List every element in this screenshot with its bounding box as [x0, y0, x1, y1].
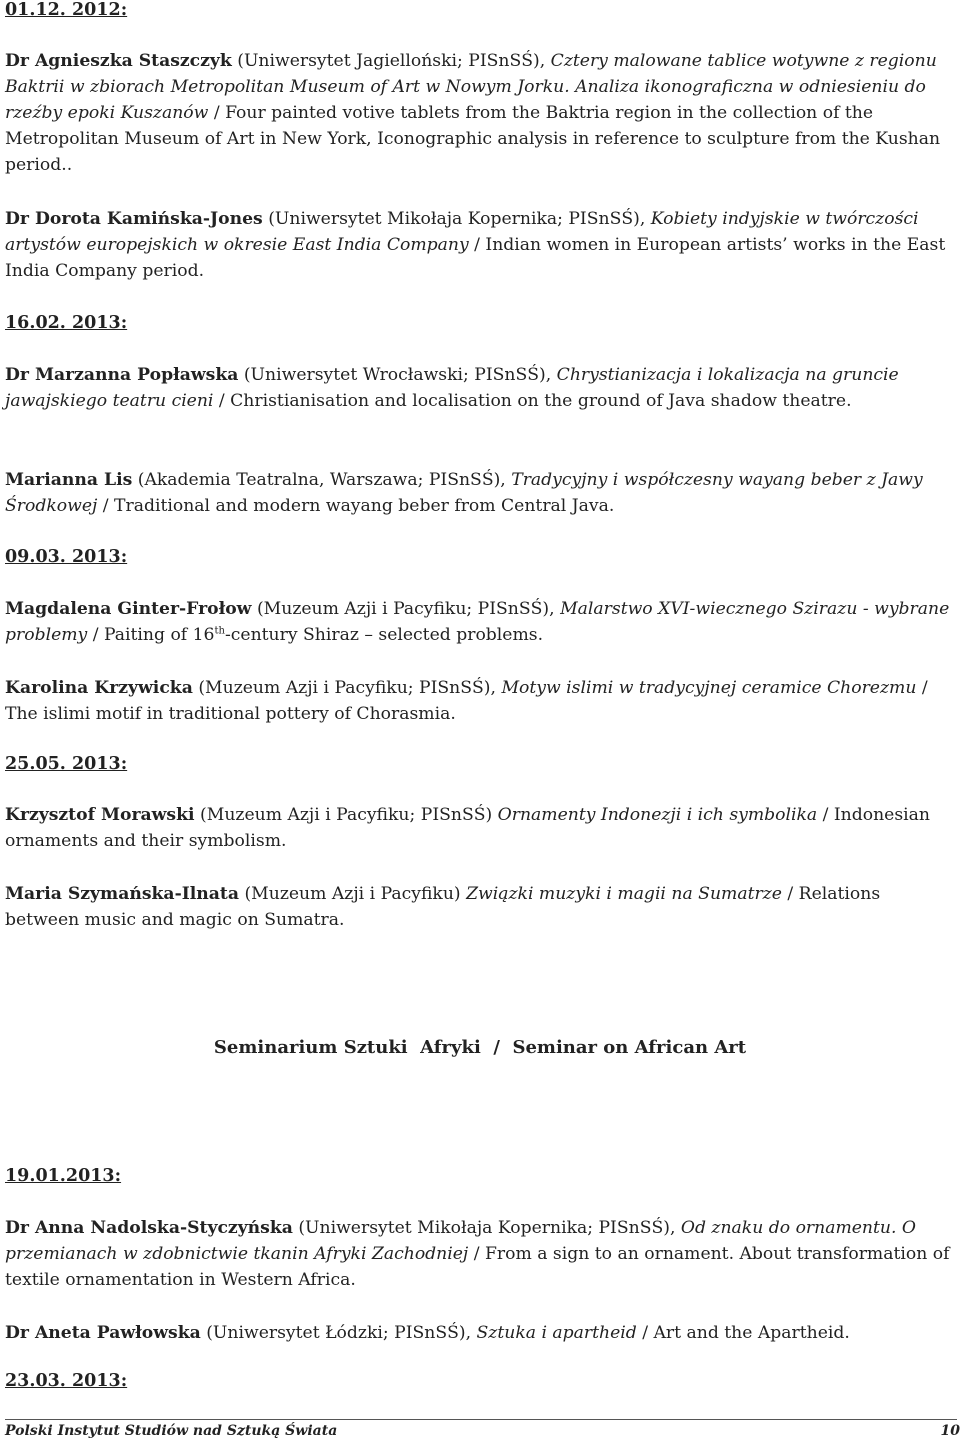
- lecture-title-en: / Traditional and modern wayang beber from Central Java.: [97, 496, 615, 516]
- lecture-title-en: / Art and the Apartheid.: [636, 1323, 850, 1343]
- lecture-title-en: / From a sign to an ornament. About transformation of textile ornamentation in Western Africa.: [5, 1244, 950, 1290]
- lecture-title-pl: Sztuka i apartheid: [476, 1323, 637, 1343]
- lecture-title-pl: Od znaku do ornamentu. O przemianach w zdobnictwie tkanin Afryki Zachodniej: [5, 1218, 916, 1264]
- speaker-name: Dr Anna Nadolska-Styczyńska: [5, 1218, 293, 1238]
- lecture-entry: [5, 362, 955, 414]
- lecture-title-en: / Indian women in European artists’ works in the East India Company period.: [5, 235, 946, 281]
- lecture-entry: [5, 675, 955, 727]
- speaker-name: Marianna Lis: [5, 470, 133, 490]
- speaker-name: Maria Szymańska-Ilnata: [5, 884, 239, 904]
- speaker-name: Magdalena Ginter-Frołow: [5, 599, 252, 619]
- speaker-affiliation: (Muzeum Azji i Pacyfiku; PISnSŚ): [194, 805, 498, 825]
- speaker-affiliation: (Muzeum Azji i Pacyfiku; PISnSŚ),: [251, 599, 561, 619]
- section-date: 01.12. 2012:: [5, 0, 128, 20]
- speaker-name: Krzysztof Morawski: [5, 805, 195, 825]
- lecture-title-pl: Motyw islimi w tradycyjnej ceramice Chorezmu: [501, 678, 917, 698]
- lecture-title-en: / Indonesian ornaments and their symbolism.: [5, 805, 930, 851]
- lecture-entry: [5, 881, 955, 933]
- lecture-entry: [5, 802, 955, 854]
- lecture-title-pl: Tradycyjny i współczesny wayang beber z Jawy Środkowej: [5, 470, 923, 516]
- speaker-name: Karolina Krzywicka: [5, 678, 193, 698]
- lecture-title-pl: Malarstwo XVI-wiecznego Szirazu - wybrane problemy: [5, 599, 950, 645]
- lecture-title-pl: Cztery malowane tablice wotywne z regionu Baktrii w zbiorach Metropolitan Museum of Art w Nowym Jorku. Analiza ikonograficzna w odniesieniu do rzeźby epoki Kuszanów: [5, 51, 937, 123]
- speaker-affiliation: (Uniwersytet Mikołaja Kopernika; PISnSŚ),: [262, 209, 651, 229]
- lecture-entry: [5, 1215, 955, 1293]
- section-date: 16.02. 2013:: [5, 313, 128, 333]
- lecture-title-en: / The islimi motif in traditional pottery of Chorasmia.: [5, 678, 928, 724]
- lecture-title-en-cont: -century Shiraz – selected problems.: [224, 625, 544, 645]
- lecture-title-pl: Ornamenty Indonezji i ich symbolika: [497, 805, 818, 825]
- page-number: 10: [940, 1423, 960, 1439]
- speaker-affiliation: (Uniwersytet Wrocławski; PISnSŚ),: [238, 365, 557, 385]
- ordinal-superscript: th: [214, 625, 225, 637]
- footer-institute: Polski Instytut Studiów nad Sztuką Świata: [5, 1423, 338, 1439]
- lecture-title-pl: Chrystianizacja i lokalizacja na gruncie jawajskiego teatru cieni: [5, 365, 899, 411]
- section-date: 23.03. 2013:: [5, 1371, 128, 1391]
- lecture-entry: [5, 467, 955, 519]
- footer-divider: [5, 1419, 957, 1420]
- speaker-name: Dr Aneta Pawłowska: [5, 1323, 201, 1343]
- speaker-name: Dr Agnieszka Staszczyk: [5, 51, 232, 71]
- lecture-entry: [5, 48, 955, 178]
- lecture-entry: [5, 596, 955, 648]
- seminar-heading: Seminarium Sztuki Afryki / Seminar on African Art: [213, 1037, 747, 1058]
- speaker-name: Dr Marzanna Popławska: [5, 365, 239, 385]
- lecture-title-pl: Kobiety indyjskie w twórczości artystów europejskich w okresie East India Company: [5, 209, 919, 255]
- section-date: 09.03. 2013:: [5, 547, 128, 567]
- lecture-title-en: / Four painted votive tablets from the Baktria region in the collection of the Metropolitan Museum of Art in New York, Iconographic analysis in reference to sculpture from the Kushan period..: [5, 103, 941, 175]
- section-date: 25.05. 2013:: [5, 754, 128, 774]
- speaker-affiliation: (Uniwersytet Mikołaja Kopernika; PISnSŚ),: [292, 1218, 681, 1238]
- speaker-affiliation: (Muzeum Azji i Pacyfiku): [238, 884, 467, 904]
- speaker-affiliation: (Uniwersytet Jagielloński; PISnSŚ),: [231, 51, 551, 71]
- section-date: 19.01.2013:: [5, 1166, 122, 1186]
- lecture-title-en: / Paiting of 16: [87, 625, 215, 645]
- lecture-title-en: / Relations between music and magic on Sumatra.: [5, 884, 881, 930]
- lecture-title-pl: Związki muzyki i magii na Sumatrze: [466, 884, 782, 904]
- lecture-entry: [5, 206, 955, 284]
- speaker-name: Dr Dorota Kamińska-Jones: [5, 209, 263, 229]
- lecture-title-en: / Christianisation and localisation on the ground of Java shadow theatre.: [213, 391, 852, 411]
- speaker-affiliation: (Uniwersytet Łódzki; PISnSŚ),: [200, 1323, 477, 1343]
- speaker-affiliation: (Akademia Teatralna, Warszawa; PISnSŚ),: [132, 470, 512, 490]
- lecture-entry: [5, 1320, 955, 1346]
- speaker-affiliation: (Muzeum Azji i Pacyfiku; PISnSŚ),: [192, 678, 502, 698]
